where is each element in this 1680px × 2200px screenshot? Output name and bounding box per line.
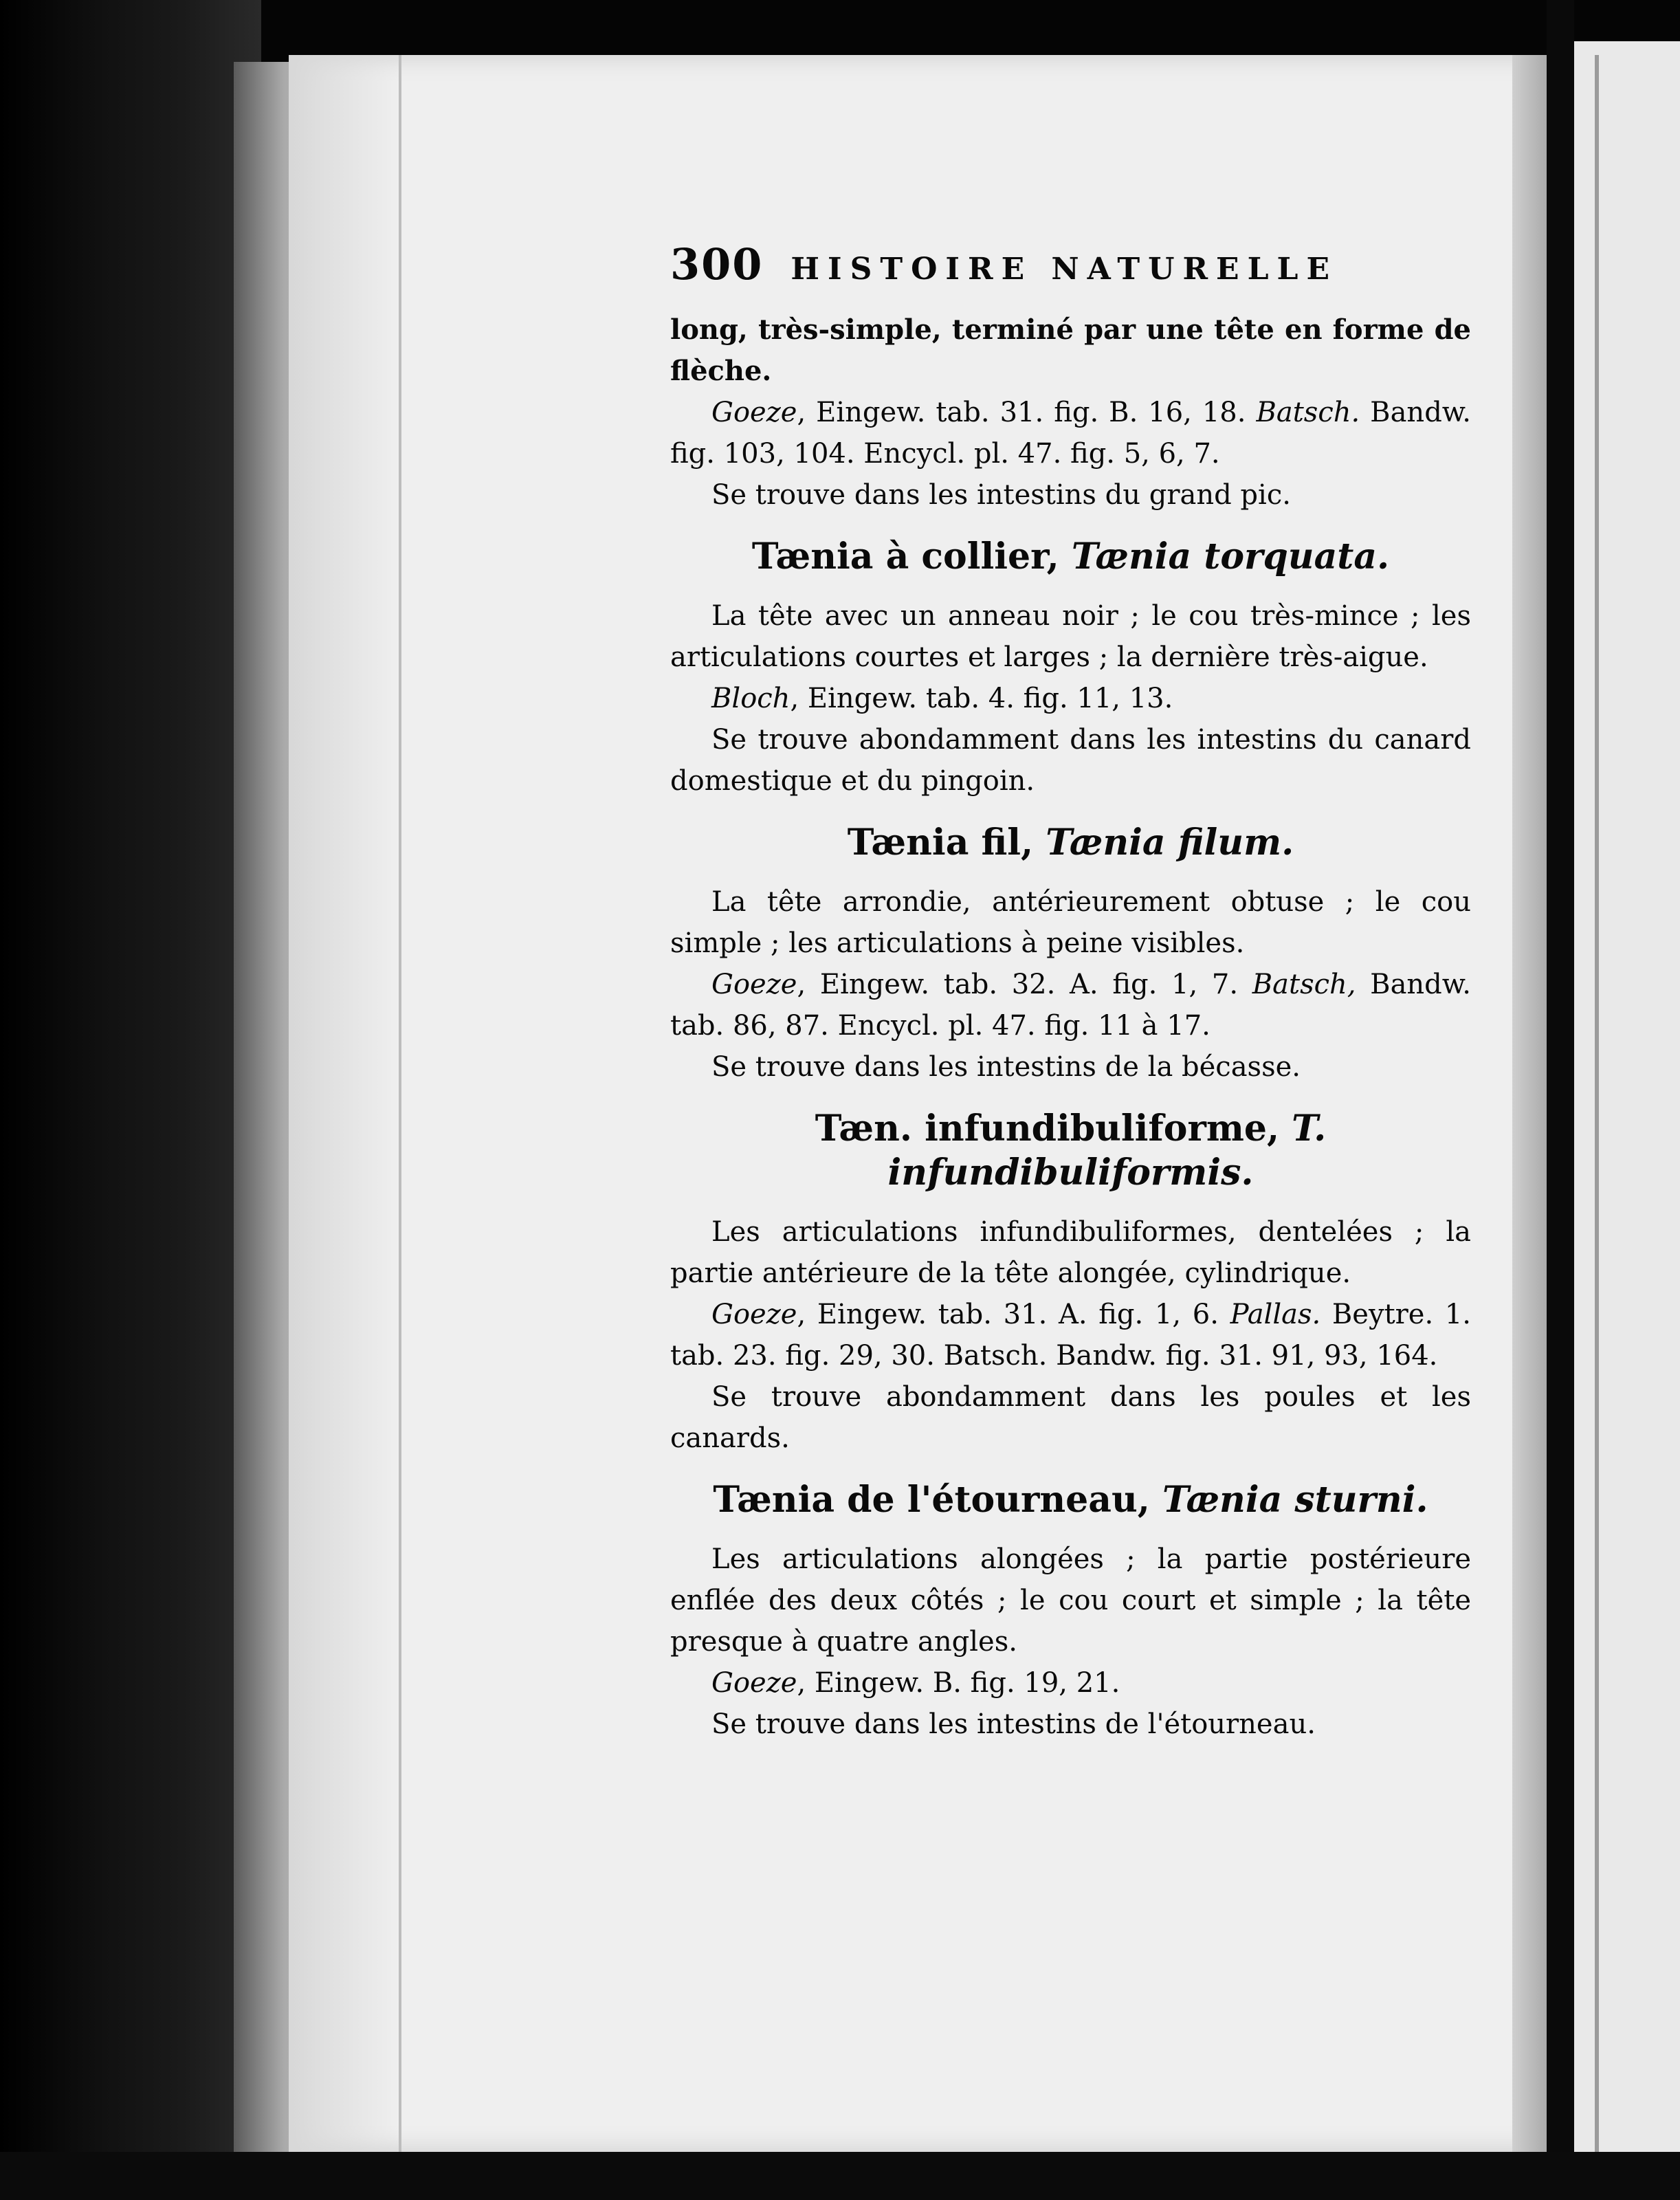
ref-text: , Eingew. B. fig. 19, 21. (797, 1667, 1120, 1699)
ref-text-2: Bandw. tab. 86, 87. Encycl. pl. 47. fig. 11 à 17. (670, 969, 1471, 1042)
entry-title (670, 535, 1471, 579)
entry-latin: T. infundibuliformis. (887, 1108, 1327, 1194)
ref-text: , Eingew. tab. 31. A. fig. 1, 6. (797, 1299, 1230, 1330)
entry-name: Tæn. infundibuliforme, (815, 1108, 1292, 1150)
ref-author: Goeze (711, 969, 797, 1000)
ref-author: Goeze (711, 1667, 797, 1699)
intro-habitat: Se trouve dans les intestins du grand pic. (711, 479, 1291, 511)
intro-reference (670, 392, 1471, 474)
page-gap (1547, 0, 1574, 2200)
ref-text: , Eingew. tab. 31. fig. B. 16, 18. (797, 397, 1257, 428)
ref-text: , Eingew. tab. 4. fig. 11, 13. (790, 683, 1173, 714)
page-number: 300 (670, 239, 764, 289)
page-gutter-shade (289, 55, 399, 2152)
page-text (670, 239, 1472, 1745)
next-page-edge (1574, 41, 1680, 2200)
entry-title (670, 1478, 1471, 1522)
entry-habitat: Se trouve dans les intestins de l'étourneau. (711, 1708, 1316, 1740)
ref-author-2: Pallas. (1230, 1299, 1321, 1330)
entry-latin: Tænia sturni. (1162, 1479, 1428, 1521)
page-fold-line (399, 55, 401, 2152)
entry-habitat: Se trouve abondamment dans les poules et les canards. (670, 1381, 1471, 1454)
entry-reference (670, 1294, 1471, 1376)
next-page-border (1595, 55, 1599, 2186)
ref-text-2: Bandw. fig. 103, 104. Encycl. pl. 47. fig. 5, 6, 7. (670, 397, 1472, 470)
entry-habitat: Se trouve abondamment dans les intestins du canard domestique et du pingoin. (670, 724, 1471, 797)
ref-author: Goeze (711, 1299, 797, 1330)
ref-author-2: Batsch. (1256, 397, 1360, 428)
entry-description: La tête avec un anneau noir ; le cou très-mince ; les articulations courtes et larges ; la dernière très-aigue. (670, 600, 1471, 673)
entry-description: Les articulations infundibuliformes, dentelées ; la partie antérieure de la tête alongée, cylindrique. (670, 1216, 1471, 1289)
ref-author-2: Batsch, (1252, 969, 1356, 1000)
entry-description: La tête arrondie, antérieurement obtuse ; le cou simple ; les articulations à peine visibles. (670, 886, 1471, 959)
ref-author: Bloch (711, 683, 791, 714)
entry-habitat: Se trouve dans les intestins de la bécasse. (711, 1051, 1301, 1083)
entry-title (670, 1107, 1471, 1195)
entry-reference (670, 678, 1471, 719)
entry-name: Tænia à collier, (751, 536, 1072, 578)
entry-latin: Tænia filum. (1046, 822, 1294, 864)
running-header (670, 239, 1471, 309)
running-title: HISTOIRE NATURELLE (791, 252, 1338, 287)
entry-name: Tænia fil, (847, 822, 1046, 864)
scan-bottom-margin (0, 2152, 1680, 2200)
intro-text: long, très-simple, terminé par une tête en forme de flèche. (670, 314, 1471, 387)
entry-latin: Tænia torquata. (1071, 536, 1390, 578)
ref-text: , Eingew. tab. 32. A. fig. 1, 7. (797, 969, 1252, 1000)
ref-text-2: Beytre. 1. tab. 23. fig. 29, 30. Batsch. Bandw. fig. 31. 91, 93, 164. (670, 1299, 1471, 1372)
entry-description: Les articulations alongées ; la partie postérieure enflée des deux côtés ; le cou court et simple ; la tête presque à quatre angles. (670, 1543, 1471, 1658)
entry-title (670, 821, 1471, 865)
entry-reference (670, 1662, 1471, 1704)
entry-reference (670, 964, 1471, 1046)
entry-name: Tænia de l'étourneau, (713, 1479, 1162, 1521)
ref-author: Goeze (711, 397, 797, 428)
scan-left-margin (0, 0, 261, 2200)
